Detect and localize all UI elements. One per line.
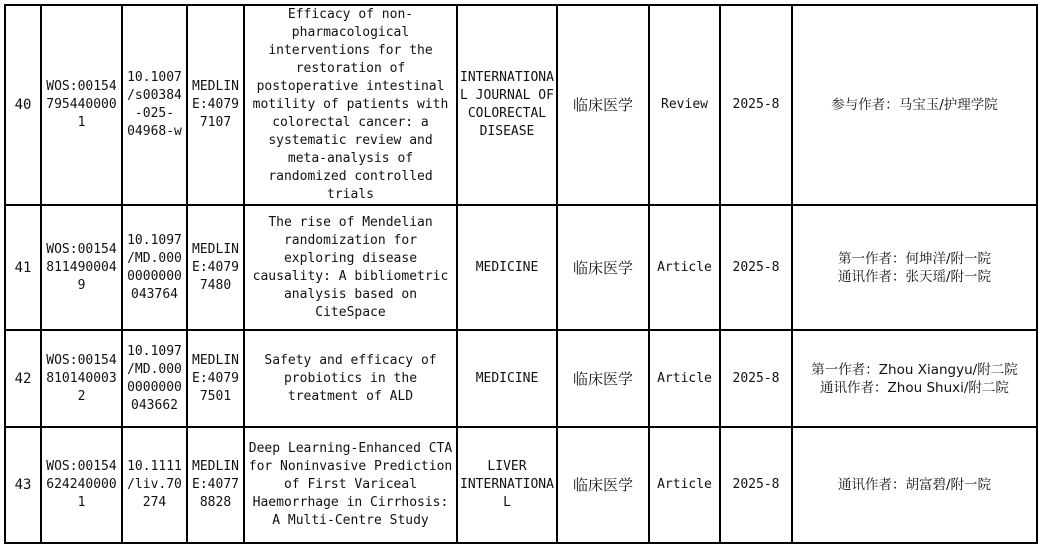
document-type: Article <box>649 205 720 330</box>
journal-name: MEDICINE <box>457 330 557 427</box>
authors-cell <box>792 330 1037 427</box>
medline-id: MEDLINE:40778828 <box>187 427 244 543</box>
table-row <box>5 205 1037 330</box>
author-line: 通讯作者：张天瑶/附一院 <box>837 268 992 285</box>
publication-table <box>4 4 1038 544</box>
author-line: 第一作者：Zhou Xiangyu/附二院 <box>811 361 1018 378</box>
publish-date: 2025-8 <box>720 427 792 543</box>
subject-category: 临床医学 <box>557 330 649 427</box>
table-row <box>5 427 1037 543</box>
subject-category: 临床医学 <box>557 205 649 330</box>
journal-name: MEDICINE <box>457 205 557 330</box>
doi: 10.1097/MD.0000000000043662 <box>122 330 187 427</box>
row-number: 40 <box>5 5 41 205</box>
publish-date: 2025-8 <box>720 5 792 205</box>
row-number: 41 <box>5 205 41 330</box>
doi: 10.1111/liv.70274 <box>122 427 187 543</box>
author-line: 通讯作者：胡富碧/附一院 <box>837 477 992 493</box>
wos-id: WOS:001548101400032 <box>41 330 122 427</box>
medline-id: MEDLINE:40797107 <box>187 5 244 205</box>
document-type: Article <box>649 427 720 543</box>
medline-id: MEDLINE:40797501 <box>187 330 244 427</box>
journal-name: INTERNATIONAL JOURNAL OF COLORECTAL DISEASE <box>457 5 557 205</box>
medline-id: MEDLINE:40797480 <box>187 205 244 330</box>
paper-title: Deep Learning-Enhanced CTA for Noninvasive Prediction of First Variceal Haemorrhage in Cirrhosis: A Multi-Centre Study <box>244 427 457 543</box>
author-line: 第一作者：何坤洋/附一院 <box>837 250 992 267</box>
row-number: 42 <box>5 330 41 427</box>
row-number: 43 <box>5 427 41 543</box>
author-line: 参与作者：马宝玉/护理学院 <box>831 97 998 113</box>
wos-id: WOS:001546242400001 <box>41 427 122 543</box>
author-line: 通讯作者：Zhou Shuxi/附二院 <box>820 379 1009 396</box>
publish-date: 2025-8 <box>720 330 792 427</box>
wos-id: WOS:001548114900049 <box>41 205 122 330</box>
table-row <box>5 5 1037 205</box>
doi: 10.1007/s00384-025-04968-w <box>122 5 187 205</box>
subject-category: 临床医学 <box>557 427 649 543</box>
authors-cell <box>792 427 1037 543</box>
authors-cell <box>792 5 1037 205</box>
journal-name: LIVER INTERNATIONAL <box>457 427 557 543</box>
paper-title: Safety and efficacy of probiotics in the treatment of ALD <box>244 330 457 427</box>
paper-title: The rise of Mendelian randomization for exploring disease causality: A bibliometric analysis based on CiteSpace <box>244 205 457 330</box>
doi: 10.1097/MD.0000000000043764 <box>122 205 187 330</box>
table-row <box>5 330 1037 427</box>
document-type: Review <box>649 5 720 205</box>
paper-title: Efficacy of non-pharmacological interventions for the restoration of postoperative intestinal motility of patients with colorectal cancer: a systematic review and meta-analysis of randomized controlled trials <box>244 5 457 205</box>
wos-id: WOS:001547954400001 <box>41 5 122 205</box>
authors-cell <box>792 205 1037 330</box>
subject-category: 临床医学 <box>557 5 649 205</box>
document-type: Article <box>649 330 720 427</box>
publish-date: 2025-8 <box>720 205 792 330</box>
